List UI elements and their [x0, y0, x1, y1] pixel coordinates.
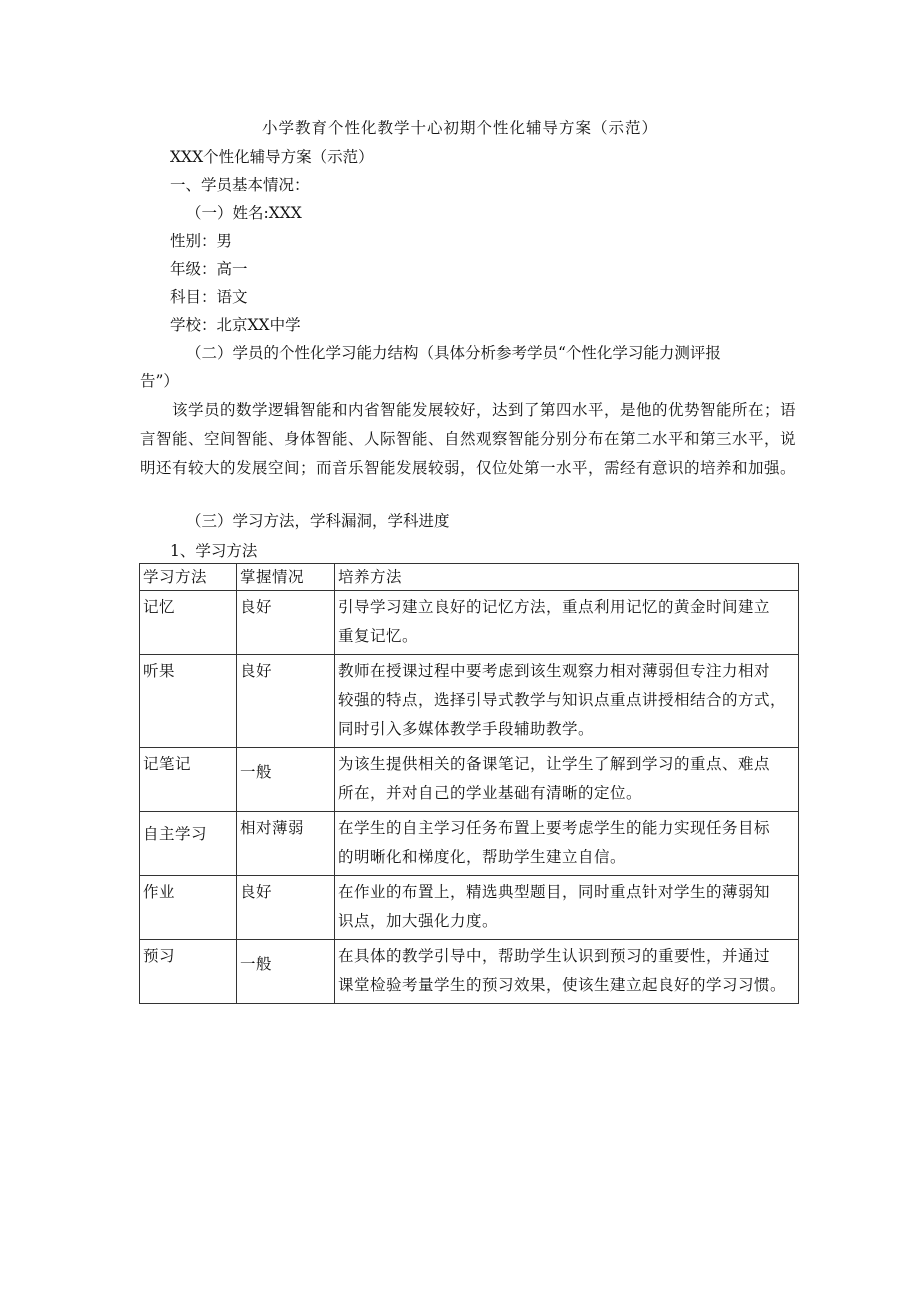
- table-row: [140, 655, 799, 748]
- training-text: 为该生提供相关的备课笔记，让学生了解到学习的重点、难点: [338, 755, 771, 773]
- header-method: 学习方法: [140, 564, 237, 591]
- table-row: [140, 876, 799, 940]
- subsection-ability-structure-cont: 告”）: [140, 372, 179, 390]
- table-row: [140, 940, 799, 1004]
- section-heading-basic-info: 一、学员基本情况：: [170, 176, 310, 194]
- subsection-ability-structure: （二）学员的个性化学习能力结构（具体分析参考学员“个性化学习能力测评报: [186, 344, 721, 362]
- training-text: 在作业的布置上，精选典型题目，同时重点针对学生的薄弱知: [338, 883, 771, 901]
- table-row: [140, 591, 799, 655]
- cell-training: [335, 940, 799, 1004]
- cell-method: 听果: [140, 655, 237, 748]
- training-text: 引导学习建立良好的记忆方法，重点利用记忆的黄金时间建立: [338, 598, 771, 616]
- training-text: 在具体的教学引导中，帮助学生认识到预习的重要性，并通过: [338, 947, 771, 965]
- cell-status: 相对薄弱: [237, 812, 335, 876]
- training-text: 较强的特点，选择引导式教学与知识点重点讲授相结合的方式，同时引入多媒体教学手段辅助教学。: [338, 691, 787, 738]
- cell-method: 自主学习: [140, 812, 237, 876]
- item-learning-methods: 1、学习方法: [170, 542, 258, 560]
- cell-status: 良好: [237, 876, 335, 940]
- document-title: 小学教育个性化教学十心初期个性化辅导方案（示范）: [261, 119, 658, 137]
- table-row: [140, 748, 799, 812]
- training-text: 识点，加大强化力度。: [338, 912, 499, 930]
- plan-subtitle: XXX个性化辅导方案（示范）: [170, 148, 374, 166]
- training-text: 教师在授课过程中要考虑到该生观察力相对薄弱但专注力相对: [338, 662, 771, 680]
- cell-training: [335, 812, 799, 876]
- training-text: 重复记忆。: [338, 627, 419, 645]
- header-training: 培养方法: [335, 564, 799, 591]
- training-text: 所在，并对自己的学业基础有清晰的定位。: [338, 784, 643, 802]
- header-status: 掌握情况: [237, 564, 335, 591]
- cell-training: [335, 748, 799, 812]
- cell-training: [335, 591, 799, 655]
- cell-status: 良好: [237, 655, 335, 748]
- student-name: （一）姓名:XXX: [186, 204, 302, 222]
- student-subject: 科目：语文: [170, 288, 248, 306]
- cell-training: [335, 876, 799, 940]
- cell-method: 记笔记: [140, 748, 237, 812]
- learning-methods-table: [139, 563, 799, 1004]
- subsection-methods: （三）学习方法，学科漏洞，学科进度: [186, 512, 450, 530]
- cell-method: 预习: [140, 940, 237, 1004]
- cell-method: 记忆: [140, 591, 237, 655]
- table-header-row: [140, 564, 799, 591]
- cell-method: 作业: [140, 876, 237, 940]
- cell-status: 一般: [237, 940, 335, 1004]
- training-text: 的明晰化和梯度化，帮助学生建立自信。: [338, 848, 627, 866]
- analysis-paragraph: 该学员的数学逻辑智能和内省智能发展较好，达到了第四水平，是他的优势智能所在；语言智能、空间智能、身体智能、人际智能、自然观察智能分别分布在第二水平和第三水平，说明还有较大的发展空间；而音乐智能发展较弱，仅位处第一水平，需经有意识的培养和加强。: [140, 401, 797, 477]
- student-grade: 年级：高一: [170, 260, 248, 278]
- cell-status: 一般: [237, 748, 335, 812]
- training-text: 在学生的自主学习任务布置上要考虑学生的能力实现任务目标: [338, 819, 771, 837]
- student-school: 学校：北京XX中学: [170, 316, 301, 334]
- training-text: 课堂检验考量学生的预习效果，使该生建立起良好的学习习惯。: [338, 976, 787, 994]
- cell-training: [335, 655, 799, 748]
- student-gender: 性别：男: [170, 232, 233, 250]
- table-row: [140, 812, 799, 876]
- cell-status: 良好: [237, 591, 335, 655]
